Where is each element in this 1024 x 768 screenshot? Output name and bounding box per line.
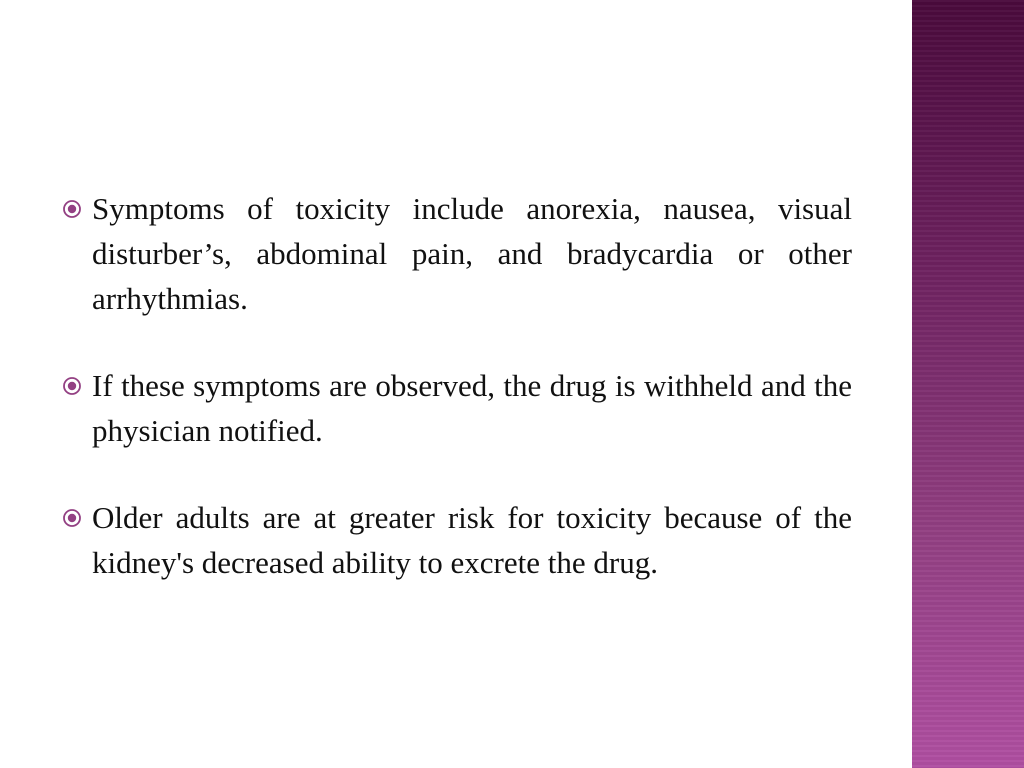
bullet-text: Older adults are at greater risk for toxicity because of the kidney's decreased ability to excrete the drug. bbox=[92, 500, 852, 580]
bullet-list bbox=[62, 186, 852, 627]
bullet-item bbox=[62, 363, 852, 453]
bullet-text: Symptoms of toxicity include anorexia, nausea, visual disturber’s, abdominal pain, and bradycardia or other arrhythmias. bbox=[92, 191, 852, 316]
radio-circle-icon bbox=[62, 186, 92, 219]
bullet-item bbox=[62, 186, 852, 321]
radio-circle-icon bbox=[62, 363, 92, 396]
decorative-side-band bbox=[912, 0, 1024, 768]
bullet-item bbox=[62, 495, 852, 585]
radio-circle-icon bbox=[62, 495, 92, 528]
bullet-text: If these symptoms are observed, the drug is withheld and the physician notified. bbox=[92, 368, 852, 448]
